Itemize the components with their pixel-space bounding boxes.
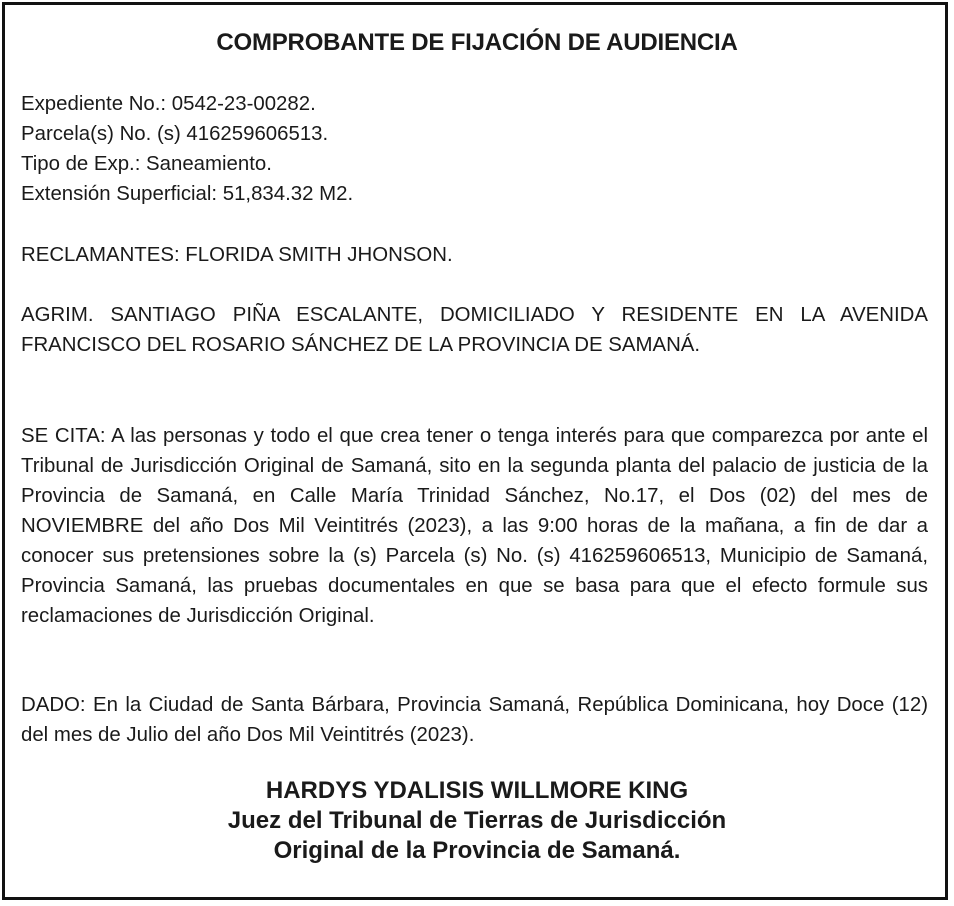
- claimants-text: RECLAMANTES: FLORIDA SMITH JHONSON.: [21, 244, 453, 266]
- claimants-paragraph: [21, 240, 928, 270]
- judge-title-line1: Juez del Tribunal de Tierras de Jurisdicción: [227, 807, 727, 834]
- judge-title-line2: Original de la Provincia de Samaná.: [273, 837, 681, 864]
- case-info: [21, 89, 928, 209]
- document-title: COMPROBANTE DE FIJACIÓN DE AUDIENCIA: [216, 29, 738, 56]
- surveyor-paragraph: [21, 300, 928, 360]
- case-number: Expediente No.: 0542-23-00282.: [21, 93, 316, 115]
- given-text: DADO: En la Ciudad de Santa Bárbara, Provincia Samaná, República Dominicana, hoy Doce (12) del mes de Julio del año Dos Mil Veintitrés (2023).: [21, 694, 928, 746]
- surveyor-text: AGRIM. SANTIAGO PIÑA ESCALANTE, DOMICILIADO Y RESIDENTE EN LA AVENIDA FRANCISCO DEL ROSARIO SÁNCHEZ DE LA PROVINCIA DE SAMANÁ.: [21, 304, 928, 356]
- summons-text: SE CITA: A las personas y todo el que crea tener o tenga interés para que comparezca por ante el Tribunal de Jurisdicción Original de Samaná, sito en la segunda planta del palacio de justicia de la Provincia de Samaná, en Calle María Trinidad Sánchez, No.17, el Dos (02) del mes de NOVIEMBRE del año Dos Mil Veintitrés (2023), a las 9:00 horas de la mañana, a fin de dar a conocer sus pretensiones sobre la (s) Parcela (s) No. (s) 416259606513, Municipio de Samaná, Provincia Samaná, las pruebas documentales en que se basa para que el efecto formule sus reclamaciones de Jurisdicción Original.: [21, 425, 928, 627]
- signature-block: [0, 776, 954, 866]
- summons-paragraph: [21, 421, 928, 631]
- judge-name: HARDYS YDALISIS WILLMORE KING: [265, 777, 689, 804]
- parcel-number: Parcela(s) No. (s) 416259606513.: [21, 123, 329, 145]
- given-paragraph: [21, 690, 928, 750]
- surface-area: Extensión Superficial: 51,834.32 M2.: [21, 183, 354, 205]
- case-type: Tipo de Exp.: Saneamiento.: [21, 153, 272, 175]
